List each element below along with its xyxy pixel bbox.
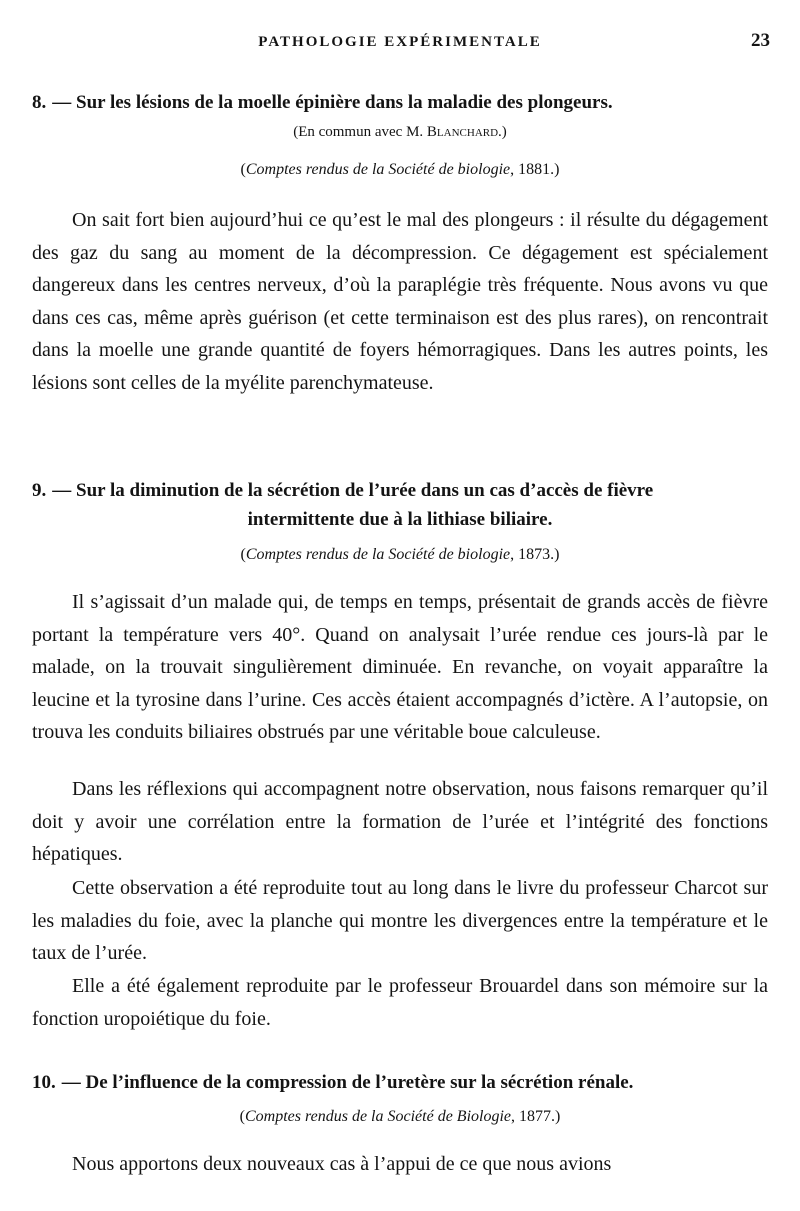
source-year: , 1873.)	[510, 546, 560, 563]
source-year: , 1877.)	[511, 1108, 561, 1125]
source-year: , 1881.)	[510, 161, 560, 178]
running-head	[30, 30, 770, 56]
paragraph: Il s’agissait d’un malade qui, de temps en temps, présentait de grands accès de fièvre portant la température vers 40°. Quand on analysait l’urée rendue ces jours-là par le malade, on la trouvait singulièrement diminuée. En revanche, on voyait apparaître la leucine et la tyrosine dans l’urine. Ces accès étaient accompagnés d’ictère. A l’autopsie, on trouva les conduits biliaires obstrués par une véritable boue calculeuse.	[32, 591, 768, 744]
source-journal: Comptes rendus de la Société de Biologie	[244, 1108, 511, 1125]
coauthor-suffix: .)	[498, 124, 507, 140]
paragraph: Cette observation a été reproduite tout au long dans le livre du professeur Charcot sur les maladies du foie, avec la planche qui montre les divergences entre la température et le taux de l’urée.	[32, 877, 768, 965]
source-journal: Comptes rendus de la Société de biologie	[245, 161, 511, 178]
source-citation-8: (Comptes rendus de la Société de biologie, 1881.)	[240, 161, 560, 178]
entry-title-9	[32, 476, 768, 534]
coauthor-line	[0, 124, 800, 141]
paragraph: Elle a été également reproduite par le professeur Brouardel dans son mémoire sur la fonction uropoiétique du foie.	[32, 975, 768, 1030]
paragraph: Dans les réflexions qui accompagnent notre observation, nous faisons remarquer qu’il doit y avoir une corrélation entre la formation de l’urée et l’intégrité des fonctions hépatiques.	[32, 778, 768, 866]
entry-title-8	[32, 88, 768, 117]
paragraph: On sait fort bien aujourd’hui ce qu’est le mal des plongeurs : il résulte du dégagement des gaz du sang au moment de la décompression. Ce dégagement est spécialement dangereux dans les centres nerveux, d’où la paraplégie très fréquente. Nous avons vu que dans ces cas, même après guérison (et cette terminaison est des plus rares), on rencontrait dans la moelle une grande quantité de foyers hémorragiques. Dans les autres points, les lésions sont celles de la myélite parenchymateuse.	[32, 209, 768, 394]
source-citation-10: (Comptes rendus de la Société de Biologie, 1877.)	[239, 1108, 561, 1125]
entry-number: 9.	[32, 480, 47, 501]
entry-title-text: — Sur la diminution de la sécrétion de l’urée dans un cas d’accès de fièvre	[52, 480, 654, 501]
coauthor-prefix: (En commun avec M.	[293, 124, 424, 140]
entry-title-text-line2: intermittente due à la lithiase biliaire.	[247, 509, 553, 530]
coauthor-name: Blanchard	[426, 124, 499, 140]
entry-number: 10.	[32, 1072, 56, 1093]
source-journal: Comptes rendus de la Société de biologie	[245, 546, 511, 563]
entry-number: 8.	[32, 92, 47, 113]
running-title: PATHOLOGIE EXPÉRIMENTALE	[258, 34, 542, 50]
page-number: 23	[751, 30, 770, 51]
entry-title-10	[32, 1068, 768, 1097]
entry-title-text: — De l’influence de la compression de l’uretère sur la sécrétion rénale.	[61, 1072, 634, 1093]
source-citation-9: (Comptes rendus de la Société de biologie, 1873.)	[240, 546, 560, 563]
paragraph: Nous apportons deux nouveaux cas à l’appui de ce que nous avions	[72, 1153, 612, 1175]
entry-title-text: — Sur les lésions de la moelle épinière dans la maladie des plongeurs.	[52, 92, 613, 113]
